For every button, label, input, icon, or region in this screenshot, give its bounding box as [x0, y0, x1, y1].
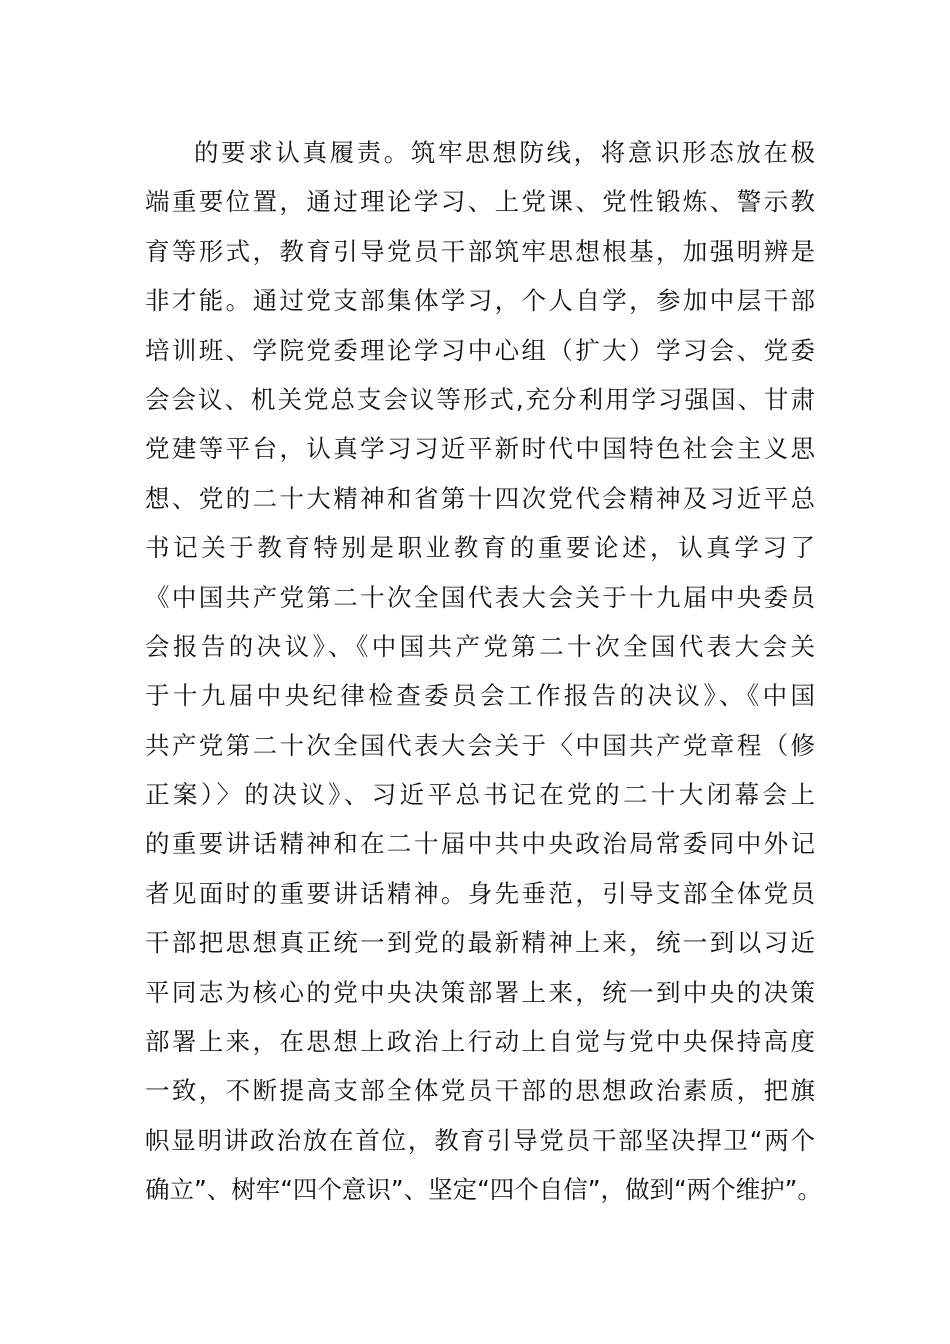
paragraph-line: 于十九届中央纪律检查委员会工作报告的决议》、《中国 — [145, 681, 815, 711]
paragraph-line: 一致，不断提高支部全体党员干部的思想政治素质，把旗 — [145, 1076, 815, 1106]
paragraph-line: 培训班、学院党委理论学习中心组（扩大）学习会、党委 — [145, 335, 815, 365]
paragraph-line: 育等形式，教育引导党员干部筑牢思想根基，加强明辨是 — [145, 236, 815, 266]
paragraph-line: 部署上来，在思想上政治上行动上自觉与党中央保持高度 — [145, 1027, 815, 1057]
body-paragraph — [145, 128, 822, 1215]
paragraph-line: 非才能。通过党支部集体学习，个人自学，参加中层干部 — [145, 286, 815, 316]
paragraph-line: 的要求认真履责。筑牢思想防线，将意识形态放在极 — [194, 138, 815, 167]
paragraph-line: 想、党的二十大精神和省第十四次党代会精神及习近平总 — [145, 483, 815, 513]
paragraph-line: 会报告的决议》、《中国共产党第二十次全国代表大会关 — [145, 631, 815, 661]
paragraph-line: 确立”、树牢“四个意识”、坚定“四个自信”，做到“两个维护”。 — [145, 1175, 822, 1205]
paragraph-line: 帜显明讲政治放在首位，教育引导党员干部坚决捍卫“两个 — [145, 1125, 815, 1155]
paragraph-line: 会会议、机关党总支会议等形式,充分利用学习强国、甘肃 — [145, 384, 815, 414]
paragraph-line: 的重要讲话精神和在二十届中共中央政治局常委同中外记 — [145, 829, 815, 859]
paragraph-line: 平同志为核心的党中央决策部署上来，统一到中央的决策 — [145, 977, 815, 1007]
paragraph-line: 者见面时的重要讲话精神。身先垂范，引导支部全体党员 — [145, 878, 815, 908]
paragraph-line: 共产党第二十次全国代表大会关于〈中国共产党章程（修 — [145, 730, 815, 760]
paragraph-line: 端重要位置，通过理论学习、上党课、党性锻炼、警示教 — [145, 187, 815, 217]
paragraph-line: 党建等平台，认真学习习近平新时代中国特色社会主义思 — [145, 434, 815, 464]
paragraph-line: 正案）〉的决议》、习近平总书记在党的二十大闭幕会上 — [145, 780, 815, 810]
paragraph-line: 书记关于教育特别是职业教育的重要论述，认真学习了 — [145, 533, 815, 563]
paragraph-line: 干部把思想真正统一到党的最新精神上来，统一到以习近 — [145, 928, 815, 958]
paragraph-line: 《中国共产党第二十次全国代表大会关于十九届中央委员 — [145, 582, 815, 612]
